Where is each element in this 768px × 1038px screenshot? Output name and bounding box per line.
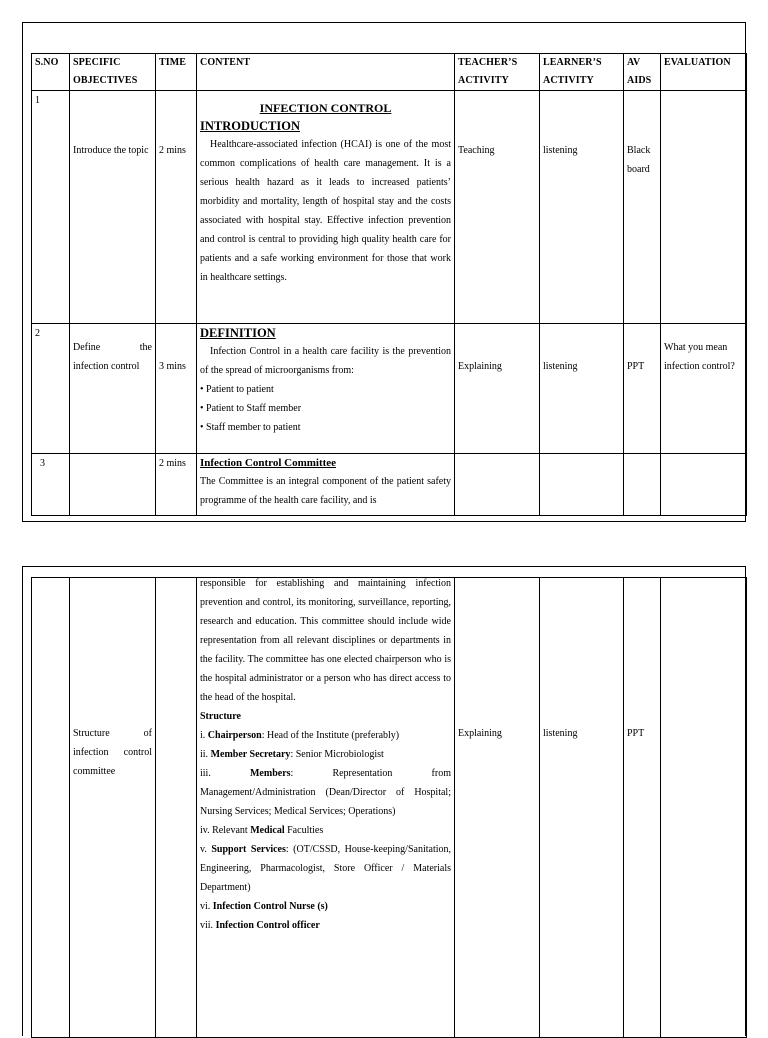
learner-activity-cell — [540, 324, 624, 454]
evaluation-cell — [661, 91, 747, 324]
header-objectives: SPECIFIC OBJECTIVES — [70, 54, 156, 91]
objective-cell — [70, 454, 156, 516]
content-cell — [197, 454, 455, 516]
row-number: 2 — [32, 324, 70, 454]
time-cell — [156, 91, 197, 324]
table-row — [32, 454, 747, 516]
table-header-row — [32, 54, 747, 91]
section-heading-introduction: INTRODUCTION — [200, 119, 301, 133]
av-aids-text: PPT — [627, 361, 645, 372]
time-cell — [156, 578, 197, 1038]
structure-item: iii. Members: Representation from Management/Administration (Dean/Director of Hospital; Nursing Services; Medical Services; Operations) — [200, 768, 451, 817]
learner-activity-text: listening — [543, 361, 578, 372]
header-evaluation: EVALUATION — [661, 54, 747, 91]
time-cell — [156, 324, 197, 454]
structure-item: iv. Relevant Medical Faculties — [200, 825, 324, 836]
learner-activity-text: listening — [543, 728, 578, 739]
evaluation-cell — [661, 578, 747, 1038]
header-content: CONTENT — [197, 54, 455, 91]
av-aids-cell — [624, 578, 661, 1038]
evaluation-cell — [661, 324, 747, 454]
teacher-activity-cell — [455, 454, 540, 516]
learner-activity-cell — [540, 91, 624, 324]
structure-heading: Structure — [200, 711, 241, 722]
structure-item: i. Chairperson: Head of the Institute (preferably) — [200, 730, 400, 741]
content-cell — [197, 324, 455, 454]
learner-activity-cell — [540, 454, 624, 516]
bullet-item: • Patient to Staff member — [200, 403, 302, 414]
time-text: 2 mins — [159, 145, 186, 156]
section-heading-definition: DEFINITION — [200, 326, 276, 340]
bullet-item: • Staff member to patient — [200, 422, 301, 433]
lesson-plan-table-continued — [31, 577, 747, 1038]
structure-item: vi. Infection Control Nurse (s) — [200, 901, 328, 912]
committee-text: The Committee is an integral component of the patient safety programme of the health care facility, and is — [200, 476, 451, 506]
definition-text: Infection Control in a health care facility is the prevention of the spread of microorganisms from: — [200, 346, 451, 376]
teacher-activity-text: Explaining — [458, 728, 502, 739]
av-aids-text: PPT — [627, 728, 645, 739]
header-sno: S.NO — [32, 54, 70, 91]
section-heading-committee: Infection Control Committee — [200, 457, 337, 469]
committee-text-continued: responsible for establishing and maintaining infection prevention and control, its monitoring, surveillance, reporting, research and education. This committee should include wide representation from all relevant disciplines or departments in the facility. The committee has one elected chairperson who is the hospital administrator or a person who has direct access to the head of the hospital. — [200, 578, 451, 703]
structure-item: ii. Member Secretary: Senior Microbiologist — [200, 749, 384, 760]
objective-text: Introduce the topic — [73, 145, 149, 156]
teacher-activity-text: Explaining — [458, 361, 502, 372]
topic-title: INFECTION CONTROL — [259, 101, 392, 115]
structure-item: vii. Infection Control officer — [200, 920, 320, 931]
teacher-activity-cell — [455, 91, 540, 324]
table-row — [32, 324, 747, 454]
av-aids-text: Black board — [627, 145, 651, 175]
bullet-item: • Patient to patient — [200, 384, 274, 395]
table-row — [32, 578, 747, 1038]
header-time: TIME — [156, 54, 197, 91]
structure-item: v. Support Services: (OT/CSSD, House-keeping/Sanitation, Engineering, Pharmacologist, Store Officer / Materials Department) — [200, 844, 452, 893]
row-number: 1 — [32, 91, 70, 324]
av-aids-cell — [624, 91, 661, 324]
content-cell — [197, 578, 455, 1038]
lesson-plan-table — [31, 53, 747, 516]
content-cell — [197, 91, 455, 324]
av-aids-cell — [624, 454, 661, 516]
time-text: 3 mins — [159, 361, 186, 372]
teacher-activity-cell — [455, 324, 540, 454]
learner-activity-cell — [540, 578, 624, 1038]
objective-cell — [70, 578, 156, 1038]
row-number — [32, 578, 70, 1038]
evaluation-question: What you mean infection control? — [664, 342, 735, 372]
evaluation-cell — [661, 454, 747, 516]
teacher-activity-text: Teaching — [458, 145, 495, 156]
objective-text: Define the infection control — [73, 342, 152, 372]
row-number: 3 — [32, 454, 70, 516]
objective-text: Structure of infection control committee — [73, 728, 152, 777]
objective-cell — [70, 324, 156, 454]
table-row — [32, 91, 747, 324]
time-cell: 2 mins — [156, 454, 197, 516]
introduction-text: Healthcare-associated infection (HCAI) is one of the most common complications of health care management. It is a serious health hazard as it leads to increased patients’ morbidity and mortality, length of hospital stay and the costs associated with hospital stay. Effective infection prevention and control is central to providing high quality health care for patients and a safe working environment for those that work in healthcare settings. — [200, 139, 451, 283]
teacher-activity-cell — [455, 578, 540, 1038]
header-av-aids: AV AIDS — [624, 54, 661, 91]
document-page-2 — [22, 566, 746, 1036]
document-page-1 — [22, 22, 746, 522]
learner-activity-text: listening — [543, 145, 578, 156]
header-teacher-activity: TEACHER’S ACTIVITY — [455, 54, 540, 91]
objective-cell — [70, 91, 156, 324]
header-learner-activity: LEARNER’S ACTIVITY — [540, 54, 624, 91]
av-aids-cell — [624, 324, 661, 454]
